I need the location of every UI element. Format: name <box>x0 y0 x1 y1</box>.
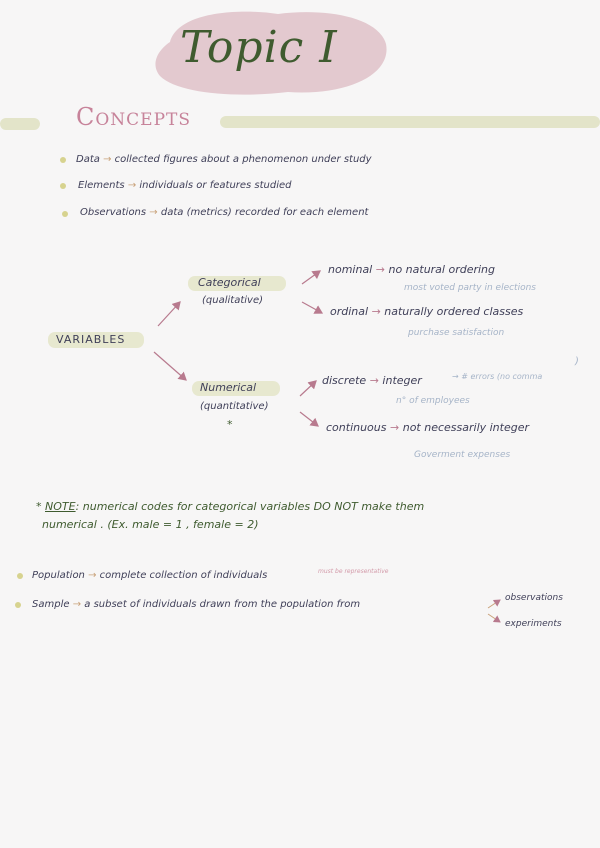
discrete-aside-close: ) <box>575 356 579 367</box>
bullet <box>15 602 21 608</box>
section-header: Concepts <box>76 103 192 131</box>
sample <box>32 599 360 610</box>
arrow-icon: → <box>103 154 112 165</box>
definition-text: individuals or features studied <box>139 180 292 191</box>
term: Observations <box>80 207 147 218</box>
arrow-icon: → <box>149 207 158 218</box>
discrete <box>322 374 422 387</box>
arrow-to-continuous <box>300 412 318 426</box>
numerical-sub: (quantitative) <box>200 401 269 412</box>
arrow-to-nominal <box>302 271 320 284</box>
note-label: NOTE <box>45 500 76 513</box>
note-line-1 <box>36 500 424 513</box>
nominal-label: nominal <box>328 263 373 276</box>
term: Elements <box>78 180 125 191</box>
bullet <box>17 573 23 579</box>
arrow-icon: → <box>369 374 379 387</box>
term: Data <box>76 154 100 165</box>
population-term: Population <box>32 570 85 581</box>
nominal <box>328 263 495 276</box>
population-definition: complete collection of individuals <box>99 570 268 581</box>
note-line-2: numerical . (Ex. male = 1 , female = 2) <box>42 518 259 531</box>
discrete-label: discrete <box>322 374 367 387</box>
arrow-icon: → <box>127 180 137 191</box>
categorical-sub: (qualitative) <box>202 295 263 306</box>
sample-term: Sample <box>32 599 70 610</box>
arrow-sample-experiments <box>488 614 500 622</box>
ordinal-example: purchase satisfaction <box>408 328 505 338</box>
arrow-to-categorical <box>158 302 180 326</box>
variables-root: VARIABLES <box>56 333 126 346</box>
arrow-icon: → <box>390 421 400 434</box>
continuous <box>326 421 529 434</box>
continuous-example: Goverment expenses <box>414 450 511 460</box>
sample-from: from <box>336 599 361 610</box>
discrete-aside: → # errors (no comma <box>452 372 543 381</box>
numerical-label: Numerical <box>200 381 257 394</box>
discrete-desc: integer <box>382 374 422 387</box>
arrow-icon: → <box>375 263 385 276</box>
discrete-example: n° of employees <box>396 396 470 406</box>
arrow-to-ordinal <box>302 302 322 313</box>
population <box>32 570 267 581</box>
arrow-icon: → <box>88 570 97 581</box>
arrow-icon: → <box>72 599 82 610</box>
sample-source-experiments: experiments <box>505 619 562 629</box>
arrow-icon: → <box>371 305 381 318</box>
ordinal <box>330 305 523 318</box>
numerical-star: * <box>227 418 233 431</box>
note-star: * <box>36 500 42 513</box>
ordinal-desc: naturally ordered classes <box>384 305 524 318</box>
continuous-label: continuous <box>326 421 387 434</box>
definition-text: data (metrics) recorded for each element <box>160 207 369 218</box>
nominal-example: most voted party in elections <box>404 283 536 293</box>
page-title: Topic I <box>180 22 338 73</box>
continuous-desc: not necessarily integer <box>402 421 530 434</box>
arrow-sample-observations <box>488 600 500 608</box>
nominal-desc: no natural ordering <box>388 263 496 276</box>
population-side-note: must be representative <box>318 568 389 575</box>
ordinal-label: ordinal <box>330 305 369 318</box>
note-text-1: : numerical codes for categorical variables DO NOT make them <box>75 500 425 513</box>
arrow-to-numerical <box>154 352 186 380</box>
categorical-label: Categorical <box>198 276 261 289</box>
arrow-to-discrete <box>300 381 316 396</box>
sample-source-observations: observations <box>505 593 563 603</box>
definition-text: collected figures about a phenomenon under study <box>114 154 372 165</box>
sample-definition: a subset of individuals drawn from the population <box>84 599 334 610</box>
